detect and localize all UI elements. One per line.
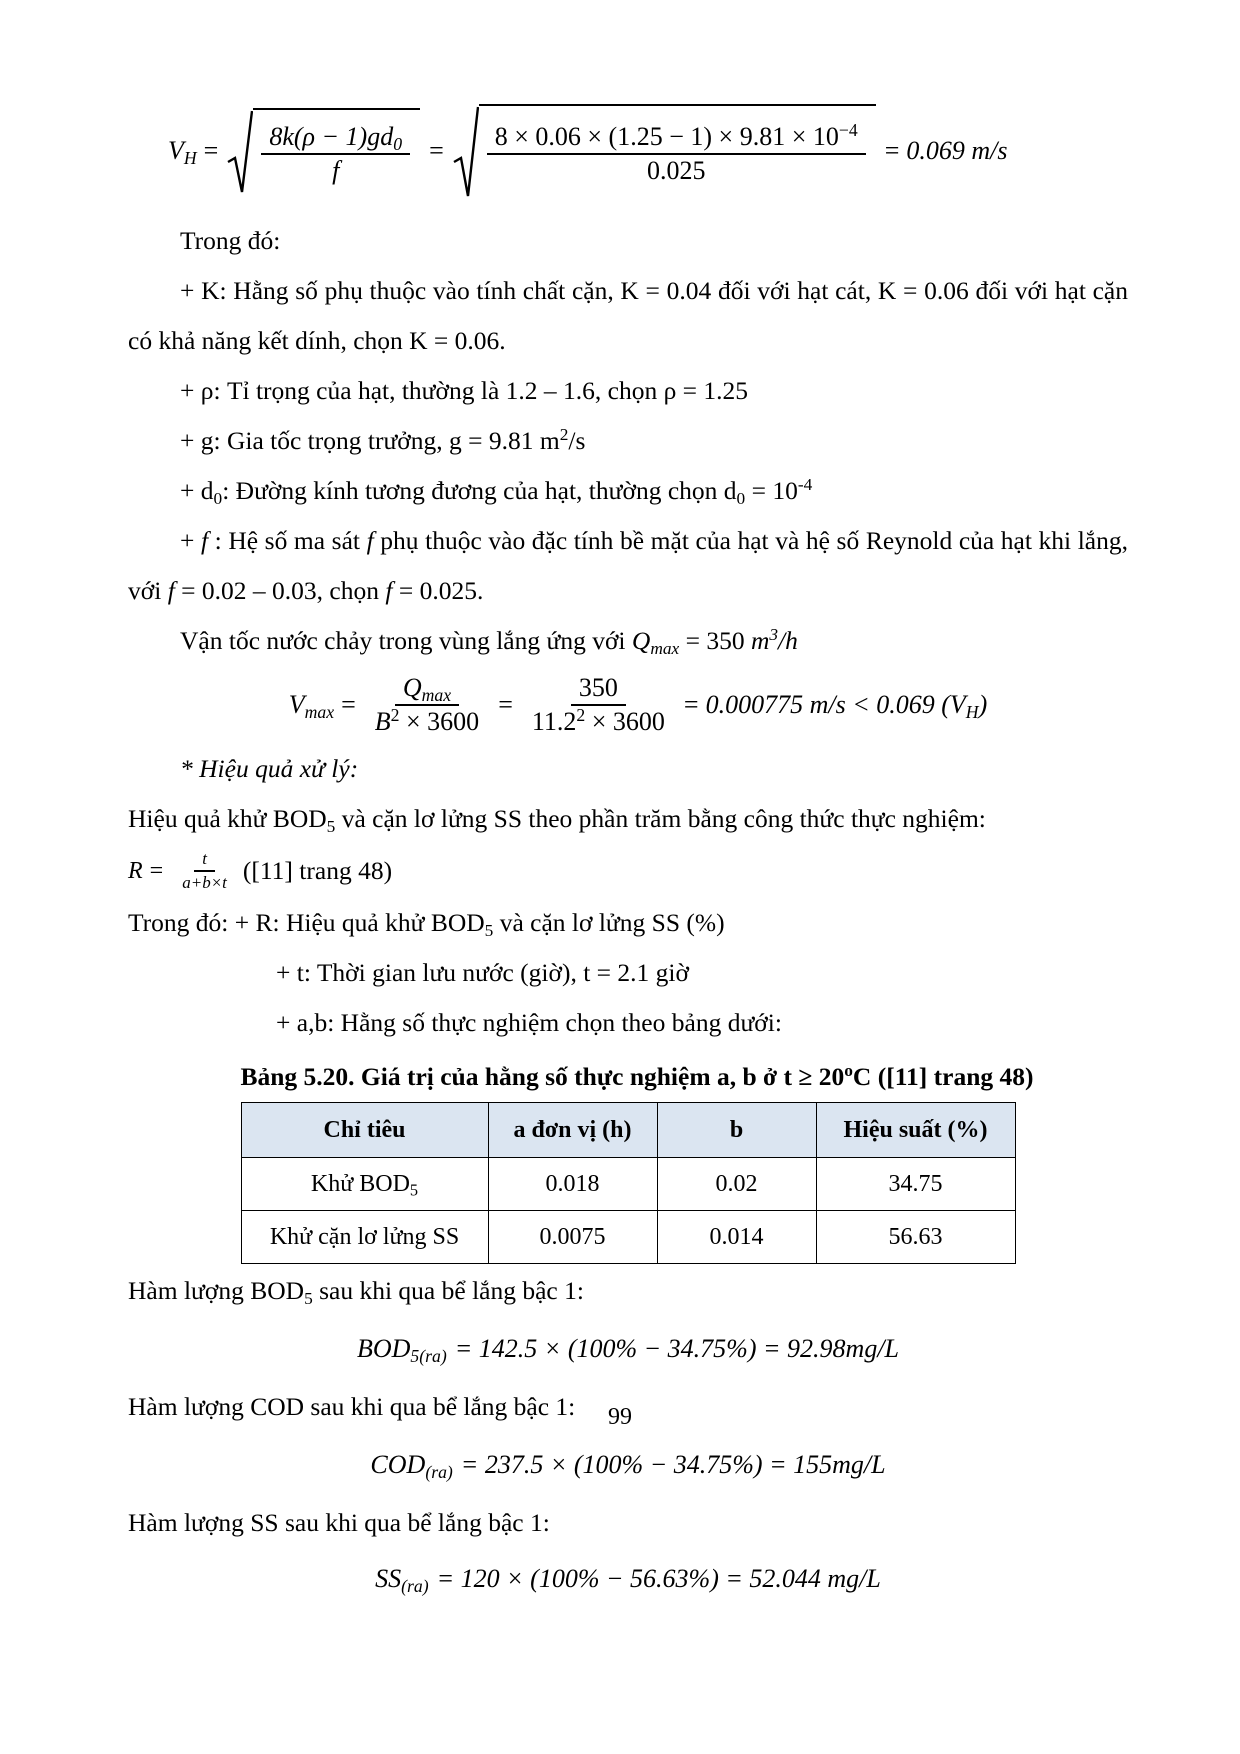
formula-ss xyxy=(128,1548,1128,1610)
ham-luong-cod-label: Hàm lượng COD sau khi qua bể lắng bậc 1: xyxy=(128,1392,576,1421)
numerator-vh-right: $8 \times 0.06 \times (1.25 - 1) \times 9.81 \times 10^{-4}$ xyxy=(487,121,866,155)
vmax-den-1: $B^2 \times 3600$ xyxy=(374,704,480,736)
fraction-r xyxy=(174,848,235,894)
cell-chi-tieu: Khử cặn lơ lửng SS xyxy=(241,1211,488,1264)
param-g-exponent: 2 xyxy=(559,424,569,444)
heading-hieu-qua-xu-ly: * Hiệu quả xử lý: xyxy=(180,754,359,783)
vh-symbol: $V_H$ xyxy=(168,136,197,168)
vmax-symbol: $V_{max}$ xyxy=(288,690,335,722)
table-header-hieu-suat: Hiệu suất (%) xyxy=(816,1103,1015,1158)
sqrt-right xyxy=(453,104,876,198)
numerator-vh-left: $8k(\rho - 1)gd_0$ xyxy=(261,121,410,155)
label-trong-do: Trong đó: xyxy=(180,226,281,255)
r-symbol: R xyxy=(128,857,143,884)
cell-b: 0.014 xyxy=(657,1211,816,1264)
param-rho: + ρ: Tỉ trọng của hạt, thường là 1.2 – 1.6, chọn ρ = 1.25 xyxy=(180,376,749,405)
cod-expression: = 237.5 × (100% − 34.75%) = 155mg/L xyxy=(460,1450,886,1479)
van-toc-line: Vận tốc nước chảy trong vùng lắng ứng với $Q_{max} = 350$ $m^3/h$ xyxy=(180,624,798,658)
equals-3: = xyxy=(884,136,900,165)
bod-symbol: $BOD_{5(ra)}$ xyxy=(356,1334,447,1366)
ss-symbol: $SS_{(ra)}$ xyxy=(375,1564,429,1596)
vmax-num-2: 350 xyxy=(571,672,626,706)
ss-expression: = 120 × (100% − 56.63%) = 52.044 mg/L xyxy=(436,1564,881,1593)
fraction-vh-left xyxy=(261,121,410,187)
formula-vmax xyxy=(128,666,1128,744)
r-den: a+b×t xyxy=(182,873,227,892)
qmax-symbol: $Q_{max}$ xyxy=(631,626,680,658)
f-symbol: f xyxy=(200,526,209,555)
cell-hieu-suat: 56.63 xyxy=(816,1211,1015,1264)
param-t: + t: Thời gian lưu nước (giờ), t = 2.1 giờ xyxy=(276,958,690,987)
param-d0: + $d_0$: Đường kính tương đương của hạt, thường chọn $d_0 = 10^{-4}$ xyxy=(180,474,813,508)
qmax-unit: $m^3/h$ xyxy=(750,624,798,655)
formula-bod xyxy=(128,1316,1128,1382)
fraction-vmax-1 xyxy=(367,672,487,738)
vh-result: 0.069 m/s xyxy=(906,136,1008,165)
fraction-vmax-2 xyxy=(524,672,673,738)
table-hang-so-thuc-nghiem xyxy=(241,1102,1016,1264)
cell-a: 0.0075 xyxy=(488,1211,657,1264)
param-k: + K: Hằng số phụ thuộc vào tính chất cặn, K = 0.04 đối với hạt cát, K = 0.06 đối với hạt cặn có khả năng kết dính, chọn K = 0.06. xyxy=(128,276,1128,355)
param-ab: + a,b: Hằng số thực nghiệm chọn theo bảng dưới: xyxy=(276,1008,782,1037)
param-g-unit: /s xyxy=(568,426,586,455)
hieu-qua-description: Hiệu quả khử $BOD_5$ và cặn lơ lửng SS theo phần trăm bằng công thức thực nghiệm: xyxy=(128,804,986,836)
equals-2: = xyxy=(429,136,444,165)
denominator-vh-right: 0.025 xyxy=(646,155,706,185)
cell-a: 0.018 xyxy=(488,1158,657,1211)
table-header-b: b xyxy=(657,1103,816,1158)
f-symbol-4: f xyxy=(385,576,393,605)
r-num: t xyxy=(194,848,215,872)
sqrt-left xyxy=(227,108,420,194)
bod-expression: = 142.5 × (100% − 34.75%) = 92.98mg/L xyxy=(454,1334,900,1363)
vmax-equals-3: = xyxy=(683,690,699,719)
vmax-num-1: $Q_{max}$ xyxy=(395,672,459,706)
formula-vh xyxy=(128,96,1128,206)
table-caption: Bảng 5.20. Giá trị của hằng số thực nghiệm a, b ở $t \ge 20^oC$ ([11] trang 48) xyxy=(240,1060,1034,1091)
cell-b: 0.02 xyxy=(657,1158,816,1211)
table-header-a: a đơn vị (h) xyxy=(488,1103,657,1158)
cod-symbol: $COD_{(ra)}$ xyxy=(370,1450,453,1482)
f-symbol-2: f xyxy=(366,526,374,555)
param-g-text: + g: Gia tốc trọng trưởng, g = 9.81 m xyxy=(180,426,560,455)
trong-do-r: Trong đó: + R: Hiệu quả khử $BOD_5$ và cặn lơ lửng SS (%) xyxy=(128,908,725,940)
f-symbol-3: f xyxy=(167,576,175,605)
table-row xyxy=(241,1158,1015,1211)
r-equals: = xyxy=(149,857,164,884)
radical-sign-icon xyxy=(227,108,253,194)
formula-r xyxy=(128,844,1128,898)
radical-sign-icon-2 xyxy=(453,104,479,198)
ham-luong-bod-label: Hàm lượng $BOD_5$ sau khi qua bể lắng bậc 1: xyxy=(128,1276,584,1308)
denominator-vh-left: f xyxy=(332,155,340,185)
fraction-vh-right xyxy=(487,121,866,187)
equals-1: = xyxy=(203,136,219,165)
cell-chi-tieu: Khử $BOD_5$ xyxy=(241,1158,488,1211)
page-content xyxy=(128,96,1128,1610)
r-reference: ([11] trang 48) xyxy=(242,856,393,885)
table-header-chi-tieu: Chỉ tiêu xyxy=(241,1103,488,1158)
param-f: + f : Hệ số ma sát f phụ thuộc vào đặc tính bề mặt của hạt và hệ số Reynold của hạt khi lắng, với f = 0.02 – 0.03, chọn f = 0.025. xyxy=(128,526,1128,605)
vmax-result: 0.000775 m/s < 0.069 $(V_H)$ xyxy=(705,690,988,722)
ham-luong-ss-label: Hàm lượng SS sau khi qua bể lắng bậc 1: xyxy=(128,1508,550,1537)
vmax-equals-1: = xyxy=(341,690,356,719)
cell-hieu-suat: 34.75 xyxy=(816,1158,1015,1211)
formula-cod xyxy=(128,1432,1128,1498)
vmax-den-2: $11.2^2 \times 3600$ xyxy=(531,704,665,736)
vmax-equals-2: = xyxy=(498,690,513,719)
table-header-row xyxy=(241,1103,1015,1158)
param-g xyxy=(128,416,1128,466)
table-row xyxy=(241,1211,1015,1264)
page-number: 99 xyxy=(608,1404,632,1430)
